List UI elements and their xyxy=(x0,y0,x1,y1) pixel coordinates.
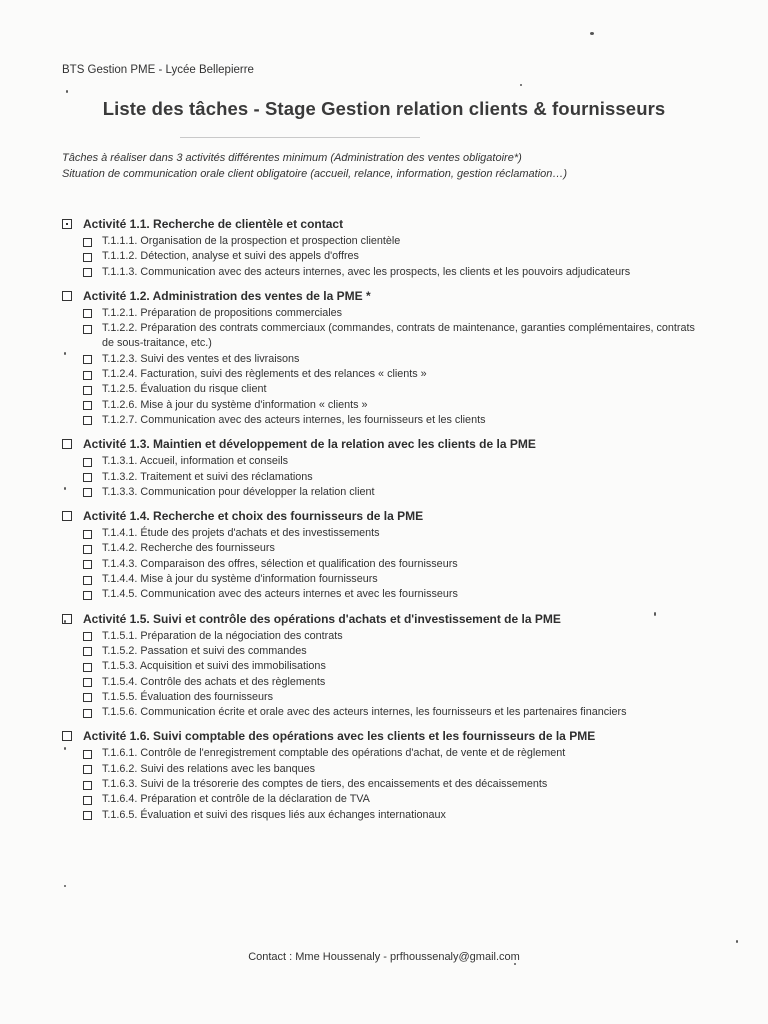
activity-checkbox[interactable] xyxy=(62,731,72,741)
task-checkbox[interactable] xyxy=(83,386,92,395)
scan-speck xyxy=(64,352,66,355)
task-label: T.1.6.2. Suivi des relations avec les banques xyxy=(102,762,316,775)
task-item xyxy=(83,470,702,485)
activity-heading xyxy=(62,434,702,454)
task-item xyxy=(83,572,702,587)
task-checkbox[interactable] xyxy=(83,416,92,425)
task-checkbox[interactable] xyxy=(83,545,92,554)
task-checkbox[interactable] xyxy=(83,709,92,718)
activity-title: Activité 1.3. Maintien et développement de la relation avec les clients de la PME xyxy=(83,437,536,452)
task-checkbox[interactable] xyxy=(83,647,92,656)
task-label: T.1.5.4. Contrôle des achats et des règlements xyxy=(102,675,326,688)
task-label: T.1.5.6. Communication écrite et orale avec des acteurs internes, les fournisseurs et les partenaires financiers xyxy=(102,706,627,719)
document-title: Liste des tâches - Stage Gestion relation clients & fournisseurs xyxy=(102,98,666,119)
task-item xyxy=(83,541,702,556)
intro-line-1: Tâches à réaliser dans 3 activités différentes minimum (Administration des ventes obligatoire*) xyxy=(62,152,522,164)
task-label: T.1.5.2. Passation et suivi des commandes xyxy=(102,644,307,657)
activity-heading xyxy=(62,286,702,306)
task-label: T.1.4.5. Communication avec des acteurs internes et avec les fournisseurs xyxy=(102,588,458,601)
task-checkbox[interactable] xyxy=(83,473,92,482)
activity-heading xyxy=(62,726,702,746)
task-list xyxy=(62,454,702,500)
task-checkbox[interactable] xyxy=(83,811,92,820)
task-label: T.1.1.2. Détection, analyse et suivi des appels d'offres xyxy=(102,250,359,263)
task-checkbox[interactable] xyxy=(83,268,92,277)
task-checkbox[interactable] xyxy=(83,371,92,380)
task-list xyxy=(62,234,702,280)
task-item xyxy=(83,690,702,705)
task-checkbox[interactable] xyxy=(83,560,92,569)
task-item xyxy=(83,398,702,413)
task-item xyxy=(83,557,702,572)
task-checkbox[interactable] xyxy=(83,632,92,641)
task-item xyxy=(83,321,702,352)
task-item xyxy=(83,454,702,469)
task-item xyxy=(83,762,702,777)
scan-speck xyxy=(590,32,594,35)
task-item xyxy=(83,526,702,541)
task-label: T.1.2.5. Évaluation du risque client xyxy=(102,383,267,396)
task-label: T.1.6.1. Contrôle de l'enregistrement comptable des opérations d'achat, de vente et de règlement xyxy=(102,747,566,760)
activity-checkbox[interactable] xyxy=(62,439,72,449)
task-checkbox[interactable] xyxy=(83,750,92,759)
task-label: T.1.5.5. Évaluation des fournisseurs xyxy=(102,690,274,703)
task-item xyxy=(83,587,702,602)
task-checkbox[interactable] xyxy=(83,765,92,774)
task-label: T.1.1.3. Communication avec des acteurs internes, avec les prospects, les clients et les pouvoirs adjudicateurs xyxy=(102,265,631,278)
task-item xyxy=(83,808,702,823)
task-label: T.1.2.3. Suivi des ventes et des livraisons xyxy=(102,352,300,365)
intro-instructions xyxy=(62,150,702,182)
scan-speck xyxy=(64,487,66,490)
task-checkbox[interactable] xyxy=(83,796,92,805)
task-checkbox[interactable] xyxy=(83,309,92,318)
activity-title: Activité 1.1. Recherche de clientèle et contact xyxy=(83,217,344,231)
task-item xyxy=(83,675,702,690)
task-item xyxy=(83,265,702,280)
activity-block xyxy=(62,726,702,822)
activity-checkbox[interactable] xyxy=(62,291,72,301)
task-item xyxy=(83,367,702,382)
activity-block xyxy=(62,286,702,428)
scan-speck xyxy=(514,963,516,965)
task-label: T.1.5.3. Acquisition et suivi des immobilisations xyxy=(102,660,326,673)
activity-heading xyxy=(62,214,702,234)
task-checkbox[interactable] xyxy=(83,591,92,600)
task-checkbox[interactable] xyxy=(83,458,92,467)
scan-speck xyxy=(654,612,656,616)
task-checkbox[interactable] xyxy=(83,781,92,790)
task-label: T.1.2.7. Communication avec des acteurs internes, les fournisseurs et les clients xyxy=(102,413,486,426)
task-checkbox[interactable] xyxy=(83,663,92,672)
scan-speck xyxy=(66,90,68,93)
task-item xyxy=(83,413,702,428)
activity-heading xyxy=(62,609,702,629)
activity-title: Activité 1.4. Recherche et choix des fournisseurs de la PME xyxy=(83,509,424,524)
task-item xyxy=(83,249,702,264)
activity-checkbox[interactable] xyxy=(62,219,72,229)
activity-title: Activité 1.5. Suivi et contrôle des opérations d'achats et d'investissement de la PME xyxy=(83,611,561,626)
scan-speck xyxy=(64,620,66,623)
task-item xyxy=(83,234,702,249)
activity-block xyxy=(62,434,702,500)
task-list xyxy=(62,746,702,822)
task-list xyxy=(62,629,702,721)
task-checkbox[interactable] xyxy=(83,678,92,687)
task-label: T.1.6.5. Évaluation et suivi des risques liés aux échanges internationaux xyxy=(102,808,446,821)
activity-title: Activité 1.6. Suivi comptable des opérations avec les clients et les fournisseurs de la PME xyxy=(83,729,596,744)
task-item xyxy=(83,352,702,367)
task-item xyxy=(83,485,702,500)
intro-line-2: Situation de communication orale client obligatoire (accueil, relance, information, gestion réclamation…) xyxy=(62,168,568,180)
task-item xyxy=(83,659,702,674)
activity-title: Activité 1.2. Administration des ventes de la PME * xyxy=(83,288,371,303)
task-checkbox[interactable] xyxy=(83,530,92,539)
task-checkbox[interactable] xyxy=(83,401,92,410)
task-label: T.1.3.1. Accueil, information et conseils xyxy=(102,455,289,468)
task-label: T.1.4.3. Comparaison des offres, sélection et qualification des fournisseurs xyxy=(102,557,458,570)
task-checkbox[interactable] xyxy=(83,488,92,497)
task-checkbox[interactable] xyxy=(83,325,92,334)
activity-block xyxy=(62,214,702,280)
task-label: T.1.1.1. Organisation de la prospection et prospection clientèle xyxy=(102,235,401,247)
activity-checkbox[interactable] xyxy=(62,511,72,521)
task-item xyxy=(83,644,702,659)
school-header: BTS Gestion PME - Lycée Bellepierre xyxy=(62,64,254,76)
task-label: T.1.2.6. Mise à jour du système d'information « clients » xyxy=(102,398,368,411)
task-item xyxy=(83,382,702,397)
activity-block xyxy=(62,506,702,602)
task-item xyxy=(83,306,702,321)
task-list xyxy=(62,306,702,428)
task-label: T.1.4.4. Mise à jour du système d'information fournisseurs xyxy=(102,573,378,586)
task-label: T.1.6.4. Préparation et contrôle de la déclaration de TVA xyxy=(102,793,370,806)
activity-block xyxy=(62,609,702,721)
task-checkbox[interactable] xyxy=(83,253,92,262)
task-label: T.1.4.2. Recherche des fournisseurs xyxy=(102,542,275,555)
task-label: T.1.2.1. Préparation de propositions commerciales xyxy=(102,306,343,319)
task-item xyxy=(83,705,702,720)
activity-list xyxy=(62,214,702,829)
title-divider xyxy=(180,137,420,138)
task-list xyxy=(62,526,702,602)
task-item xyxy=(83,777,702,792)
task-label: T.1.2.2. Préparation des contrats commerciaux (commandes, contrats de maintenance, garanties complémentaires, contrats de sous-traitance, etc.) xyxy=(102,322,695,350)
scan-speck xyxy=(520,84,522,86)
scan-speck xyxy=(64,885,66,887)
scan-speck xyxy=(736,940,738,943)
task-checkbox[interactable] xyxy=(83,693,92,702)
task-label: T.1.3.2. Traitement et suivi des réclamations xyxy=(102,470,313,483)
contact-footer: Contact : Mme Houssenaly - prfhoussenaly@gmail.com xyxy=(248,951,520,963)
task-label: T.1.6.3. Suivi de la trésorerie des comptes de tiers, des encaissements et des décaissements xyxy=(102,778,548,791)
task-checkbox[interactable] xyxy=(83,576,92,585)
task-label: T.1.2.4. Facturation, suivi des règlements et des relances « clients » xyxy=(102,368,427,381)
task-item xyxy=(83,792,702,807)
task-label: T.1.4.1. Étude des projets d'achats et des investissements xyxy=(102,527,380,540)
task-label: T.1.5.1. Préparation de la négociation des contrats xyxy=(102,629,343,642)
task-label: T.1.3.3. Communication pour développer la relation client xyxy=(102,485,375,498)
task-item xyxy=(83,746,702,761)
task-checkbox[interactable] xyxy=(83,238,92,247)
task-item xyxy=(83,629,702,644)
scan-speck xyxy=(64,747,66,750)
activity-heading xyxy=(62,506,702,526)
task-checkbox[interactable] xyxy=(83,355,92,364)
